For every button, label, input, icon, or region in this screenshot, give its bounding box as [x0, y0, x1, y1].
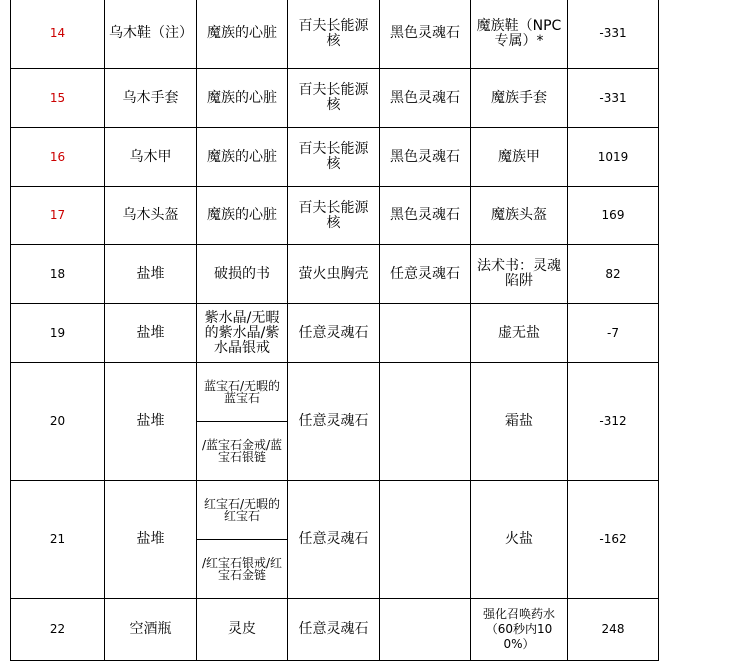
- material-3: 黑色灵魂石: [380, 128, 471, 187]
- result-item: 魔族甲: [471, 128, 568, 187]
- material-3: 黑色灵魂石: [380, 187, 471, 245]
- material-2: 萤火虫胸壳: [288, 245, 380, 304]
- material-2: 百夫长能源核: [288, 128, 380, 187]
- result-item: 霜盐: [471, 363, 568, 481]
- result-item: 魔族手套: [471, 69, 568, 128]
- row-number: 18: [11, 245, 105, 304]
- result-item: 魔族头盔: [471, 187, 568, 245]
- material-3: 任意灵魂石: [380, 245, 471, 304]
- table-row: [11, 481, 659, 540]
- value: -312: [568, 363, 659, 481]
- table-row: [11, 187, 659, 245]
- row-number: 22: [11, 599, 105, 661]
- material-2: 百夫长能源核: [288, 0, 380, 69]
- material-3: 黑色灵魂石: [380, 69, 471, 128]
- material-1: 魔族的心脏: [197, 69, 288, 128]
- base-item: 盐堆: [105, 363, 197, 481]
- material-3: [380, 363, 471, 481]
- base-item: 乌木头盔: [105, 187, 197, 245]
- row-number: 19: [11, 304, 105, 363]
- material-2: 百夫长能源核: [288, 69, 380, 128]
- row-number: 16: [11, 128, 105, 187]
- material-3: [380, 481, 471, 599]
- material-2: 任意灵魂石: [288, 599, 380, 661]
- base-item: 盐堆: [105, 304, 197, 363]
- table-row: [11, 0, 659, 69]
- table-row: [11, 363, 659, 422]
- row-number: 15: [11, 69, 105, 128]
- material-1: 魔族的心脏: [197, 0, 288, 69]
- value: -162: [568, 481, 659, 599]
- material-1: 灵皮: [197, 599, 288, 661]
- material-2: 百夫长能源核: [288, 187, 380, 245]
- table-row: [11, 69, 659, 128]
- value: -331: [568, 69, 659, 128]
- result-item: 火盐: [471, 481, 568, 599]
- material-1-a: 蓝宝石/无暇的蓝宝石: [197, 363, 288, 422]
- value: 169: [568, 187, 659, 245]
- row-number: 21: [11, 481, 105, 599]
- table-row: [11, 245, 659, 304]
- value: -331: [568, 0, 659, 69]
- row-number: 20: [11, 363, 105, 481]
- material-1-a: 红宝石/无暇的红宝石: [197, 481, 288, 540]
- value: 1019: [568, 128, 659, 187]
- table-row: [11, 304, 659, 363]
- material-2: 任意灵魂石: [288, 304, 380, 363]
- material-3: [380, 304, 471, 363]
- base-item: 盐堆: [105, 481, 197, 599]
- material-2: 任意灵魂石: [288, 363, 380, 481]
- row-number: 17: [11, 187, 105, 245]
- result-item: 法术书：灵魂陷阱: [471, 245, 568, 304]
- material-1: 紫水晶/无暇的紫水晶/紫水晶银戒: [197, 304, 288, 363]
- base-item: 乌木甲: [105, 128, 197, 187]
- table-row: [11, 599, 659, 661]
- base-item: 乌木手套: [105, 69, 197, 128]
- material-1: 魔族的心脏: [197, 128, 288, 187]
- material-2: 任意灵魂石: [288, 481, 380, 599]
- material-1-b: /红宝石银戒/红宝石金链: [197, 540, 288, 599]
- material-3: [380, 599, 471, 661]
- material-1-b: /蓝宝石金戒/蓝宝石银链: [197, 422, 288, 481]
- value: 248: [568, 599, 659, 661]
- recipe-table: [10, 0, 659, 661]
- row-number: 14: [11, 0, 105, 69]
- material-3: 黑色灵魂石: [380, 0, 471, 69]
- result-item: 虚无盐: [471, 304, 568, 363]
- result-item: 魔族鞋（NPC专属）*: [471, 0, 568, 69]
- base-item: 空酒瓶: [105, 599, 197, 661]
- result-item: 强化召唤药水（60秒内100%）: [471, 599, 568, 661]
- base-item: 盐堆: [105, 245, 197, 304]
- material-1: 破损的书: [197, 245, 288, 304]
- material-1: 魔族的心脏: [197, 187, 288, 245]
- table-row: [11, 128, 659, 187]
- value: 82: [568, 245, 659, 304]
- value: -7: [568, 304, 659, 363]
- base-item: 乌木鞋（注）: [105, 0, 197, 69]
